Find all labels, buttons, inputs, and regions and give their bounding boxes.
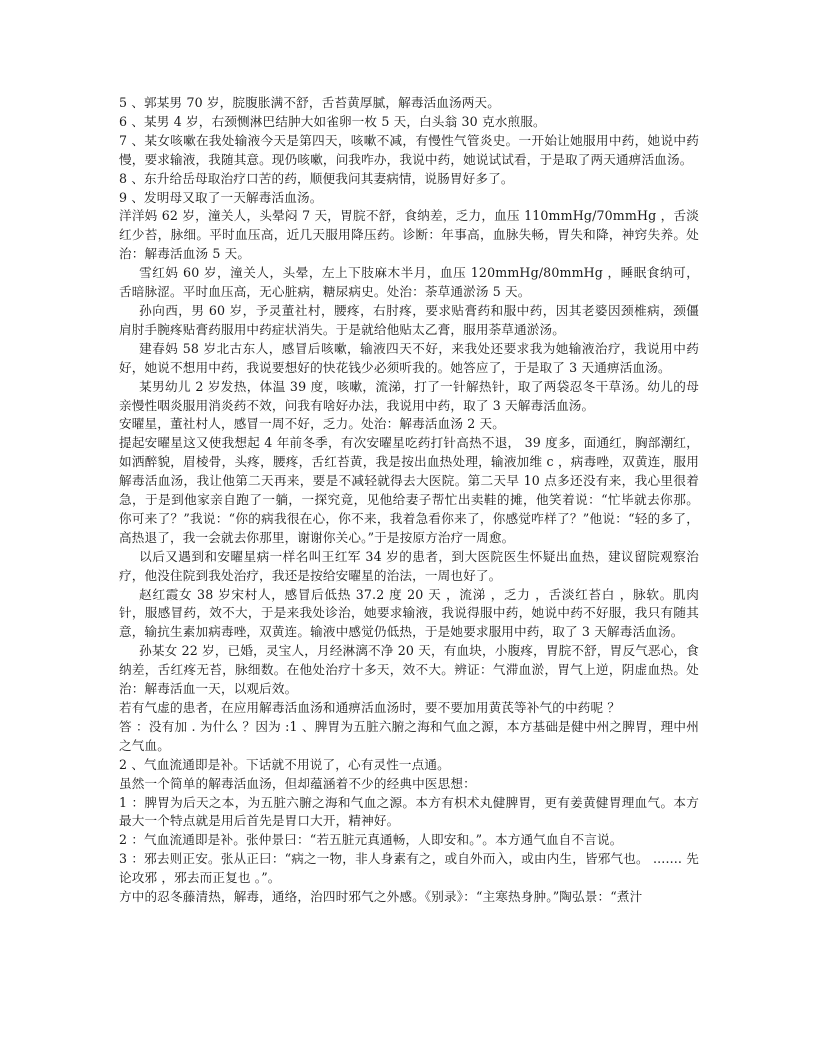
paragraph-answer-2: 2 、气血流通即是补。下话就不用说了，心有灵性一点通。 <box>119 756 450 772</box>
document-page <box>119 94 699 907</box>
paragraph-summary-intro: 虽然一个简单的解毒活血汤，但却蕴涵着不少的经典中医思想： <box>119 775 476 791</box>
paragraph-an-yaoxing-story: 提起安曜星这又使我想起 4 年前冬季，有次安曜星吃药打针高热不退， 39 度多，面通红，胸部潮红，如洒醉貌，眉棱骨，头疼，腰疼，舌红苔黄，我是按出血热处理，输液加维 c ，病毒唑，双黄连，服用解毒活血汤，我让他第二天再来，要是不减轻就得去大医院。第二天早 10 点多还没有来，我心里很着急，于是到他家亲自跑了一躺，一探究竟，见他给妻子帮忙出卖鞋的摊，他笑着说：“忙毕就去你那。你可来了？”我说：“你的病我很在心，你不来，我着急看你来了，你感觉咋样了？”他说：“轻的多了，高热退了，我一会就去你那里，谢谢你关心。”于是按原方治疗一周愈。 <box>119 435 699 545</box>
paragraph-case-6: 6 、某男 4 岁，右颈恻淋巴结肿大如雀卵一枚 5 天，白头翁 30 克水煎服。 <box>119 113 546 129</box>
paragraph-case-5: 5 、郭某男 70 岁，脘腹胀满不舒，舌苔黄厚腻，解毒活血汤两天。 <box>119 95 501 110</box>
paragraph-case-7: 7 、某女咳嗽在我处输液今天是第四天，咳嗽不减，有慢性气管炎史。一开始让她服用中药，她说中药慢，要求输液，我随其意。现仍咳嗽，问我咋办，我说中药，她说试试看，于是取了两天通痹活血汤。 <box>119 132 699 167</box>
paragraph-an-yaoxing: 安曜星，董社村人，感冒一周不好，乏力。处治：解毒活血汤 2 天。 <box>119 416 506 432</box>
paragraph-sun-female: 孙某女 22 岁，已婚，灵宝人，月经淋漓不净 20 天，有血块，小腹疼，胃脘不舒，胃反气恶心，食纳差，舌红疼无苔，脉细数。在他处治疗十多天，效不大。辨证：气滞血淤，胃气上逆，阴虚血热。处治：解毒活血一天，以观后效。 <box>119 643 699 697</box>
paragraph-answer-1: 答 ：没有加 . 为什么 ？因为 :1 、脾胃为五脏六腑之海和气血之源，本方基础是健中州之脾胃，理中州之气血。 <box>119 718 699 753</box>
paragraph-principle-3: 3 ：邪去则正安。张从正曰：“病之一物，非人身素有之，或自外而入，或由内生，皆邪气也。 ....... 先论攻邪 ，邪去而正复也 。”。 <box>119 851 699 886</box>
paragraph-jianchun-mother: 建春妈 58 岁北古东人，感冒后咳嗽，输液四天不好，来我处还要求我为她输液治疗，我说用中药好，她说不想用中药，我说要想好的快花钱少必须听我的。她答应了，于是取了 3 天通痹活血汤。 <box>119 340 699 375</box>
paragraph-principle-1: 1 ：脾胃为后天之本，为五脏六腑之海和气血之源。本方有枳术丸健脾胃，更有姜黄健胃理血气。本方最大一个特点就是用后首先是胃口大开，精神好。 <box>119 794 699 829</box>
paragraph-case-9: 9 、发明母又取了一天解毒活血汤。 <box>119 189 323 205</box>
paragraph-case-8: 8 、东升给岳母取治疗口苦的药，顺便我问其妻病情，说肠胃好多了。 <box>119 170 514 186</box>
paragraph-question: 若有气虚的患者，在应用解毒活血汤和通痹活血汤时，要不要加用黄芪等补气的中药呢 ？ <box>119 700 621 715</box>
paragraph-wang-hongjun: 以后又遇到和安曜星病一样名叫王红军 34 岁的患者，到大医院医生怀疑出血热，建议留院观察治疗，他没住院到我处治疗，我还是按给安曜星的治法，一周也好了。 <box>119 548 699 583</box>
paragraph-rendongteng: 方中的忍冬藤清热，解毒，通络，治四时邪气之外感。《别录》：“主寒热身肿。”陶弘景：“煮汁 <box>119 889 643 905</box>
paragraph-xuehong-mother: 雪红妈 60 岁，潼关人，头晕，左上下肢麻木半月，血压 120mmHg/80mmHg ，睡眠食纳可，舌暗脉涩。平时血压高，无心脏病，糖尿病史。处治：荼草通淤汤 5 天。 <box>119 265 699 300</box>
paragraph-infant-fever: 某男幼儿 2 岁发热，体温 39 度，咳嗽，流涕，打了一针解热针，取了两袋忍冬干草汤。幼儿的母亲慢性咽炎服用消炎药不效，问我有啥好办法，我说用中药，取了 3 天解毒活血汤。 <box>119 378 699 413</box>
paragraph-sun-xiangxi: 孙向西，男 60 岁，予灵董社村，腰疼，右肘疼，要求贴膏药和服中药，因其老婆因颈椎病，颈僵肩肘手腕疼贴膏药服用中药症状消失。于是就给他贴太乙膏，服用荼草通淤汤。 <box>119 302 699 337</box>
paragraph-principle-2: 2 ：气血流通即是补。张仲景曰：“若五脏元真通畅，人即安和。”。本方通气血自不言说。 <box>119 832 623 848</box>
paragraph-zhao-hongxia: 赵红霞女 38 岁宋村人，感冒后低热 37.2 度 20 天 ，流涕 ，乏力 ，舌淡红苔白 ，脉软。肌肉针，服感冒药，效不大，于是来我处诊治，她要求输液，我说得服中药，她说中药不好服，我只有随其意，输抗生素加病毒唑，双黄连。输液中感觉仍低热，于是她要求服用中药，取了 3 天解毒活血汤。 <box>119 586 699 640</box>
paragraph-yangyang-mother: 洋洋妈 62 岁，潼关人，头晕闷 7 天，胃脘不舒，食纳差，乏力，血压 110mmHg/70mmHg ，舌淡红少苔，脉细。平时血压高，近几天服用降压药。诊断：年事高，血脉失畅，胃失和降，神窍失养。处治：解毒活血汤 5 天。 <box>119 208 699 262</box>
